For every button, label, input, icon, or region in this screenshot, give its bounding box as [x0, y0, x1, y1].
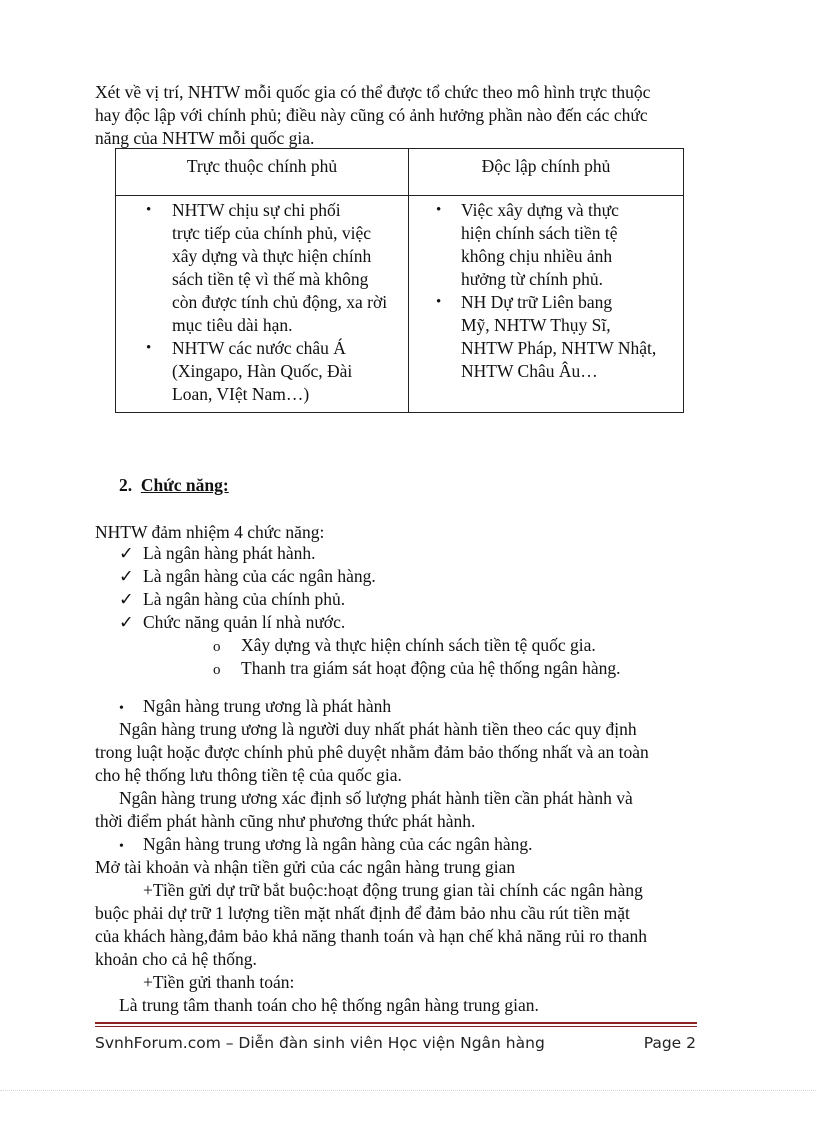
- list-item: [413, 291, 677, 383]
- list-item: [413, 199, 677, 291]
- table-cell-dependent: [116, 196, 409, 413]
- list-item-text: NHTW các nước châu Á (Xingapo, Hàn Quốc, Đài Loan, VIệt Nam…): [172, 338, 353, 404]
- paragraph-line: thời điểm phát hành cũng như phương thức phát hành.: [95, 811, 476, 831]
- bullet-icon: •: [119, 839, 124, 854]
- bullet-item-text: Ngân hàng trung ương là phát hành: [143, 696, 392, 716]
- page-edge-divider: [0, 1090, 816, 1091]
- bullet-icon: •: [436, 294, 442, 310]
- bullet-icon: •: [146, 202, 152, 218]
- paragraph-line: Ngân hàng trung ương xác định số lượng phát hành tiền cần phát hành và: [119, 788, 633, 808]
- check-icon: ✓: [119, 543, 134, 563]
- paragraph-line: khoản cho cả hệ thống.: [95, 949, 257, 969]
- bullet-icon: •: [119, 701, 124, 716]
- bullet-icon: •: [146, 340, 152, 356]
- check-icon: ✓: [119, 566, 134, 586]
- list-item-text: NH Dự trữ Liên bang Mỹ, NHTW Thụy Sĩ, NHTW Pháp, NHTW Nhật, NHTW Châu Âu…: [461, 292, 657, 381]
- footer-site-link[interactable]: SvnhForum.com – Diễn đàn sinh viên Học viện Ngân hàng: [95, 1034, 545, 1052]
- paragraph-line: +Tiền gửi thanh toán:: [143, 972, 295, 992]
- paragraph-line: của khách hàng,đảm bảo khả năng thanh toán và hạn chế khả năng rủi ro thanh: [95, 926, 648, 946]
- check-item-text: Là ngân hàng của các ngân hàng.: [143, 566, 376, 586]
- section-number: 2.: [119, 475, 133, 495]
- check-item: [119, 565, 376, 588]
- intro-line-2: hay độc lập với chính phủ; điều này cũng có ảnh hưởng phần nào đến các chức: [95, 105, 648, 125]
- check-icon: ✓: [119, 612, 134, 632]
- header-independent: Độc lập chính phủ: [481, 156, 611, 176]
- circle-bullet-icon: o: [213, 662, 221, 678]
- table-cell-independent: [409, 196, 684, 413]
- check-item-text: Chức năng quản lí nhà nước.: [143, 612, 346, 632]
- paragraph-line: trong luật hoặc được chính phủ phê duyệt nhằm đảm bảo thống nhất và an toàn: [95, 742, 649, 762]
- paragraph-line: +Tiền gửi dự trữ bắt buộc:hoạt động trung gian tài chính các ngân hàng: [143, 880, 643, 900]
- paragraph-line: cho hệ thống lưu thông tiền tệ của quốc gia.: [95, 765, 402, 785]
- footer-rule: [95, 1026, 697, 1027]
- bullet-item: [119, 833, 533, 858]
- check-item-text: Là ngân hàng của chính phủ.: [143, 589, 346, 609]
- check-icon: ✓: [119, 589, 134, 609]
- list-item: [120, 199, 402, 337]
- paragraph-line: Ngân hàng trung ương là người duy nhất phát hành tiền theo các quy định: [119, 719, 637, 739]
- table-header-cell: [409, 149, 684, 196]
- sub-item-text: Thanh tra giám sát hoạt động của hệ thống ngân hàng.: [241, 658, 621, 678]
- bullet-item-text: Ngân hàng trung ương là ngân hàng của các ngân hàng.: [143, 834, 533, 854]
- page-number: Page 2: [643, 1034, 696, 1052]
- comparison-table: [115, 148, 684, 413]
- intro-line-1: Xét về vị trí, NHTW mỗi quốc gia có thể được tổ chức theo mô hình trực thuộc: [95, 82, 651, 102]
- section-title: Chức năng:: [140, 475, 229, 495]
- bullet-item: [119, 695, 391, 720]
- functions-lead: NHTW đảm nhiệm 4 chức năng:: [95, 522, 325, 542]
- paragraph-line: Mở tài khoản và nhận tiền gửi của các ngân hàng trung gian: [95, 857, 516, 877]
- sub-item: [213, 657, 621, 682]
- bullet-icon: •: [436, 202, 442, 218]
- list-item: [120, 337, 402, 406]
- intro-line-3: năng của NHTW mỗi quốc gia.: [95, 128, 315, 148]
- table-header-row: [116, 149, 684, 196]
- list-item-text: Việc xây dựng và thực hiện chính sách tiền tệ không chịu nhiều ảnh hưởng từ chính phủ.: [461, 200, 619, 289]
- paragraph-line: buộc phải dự trữ 1 lượng tiền mặt nhất định để đảm bảo nhu cầu rút tiền mặt: [95, 903, 630, 923]
- paragraph-line: Là trung tâm thanh toán cho hệ thống ngân hàng trung gian.: [119, 995, 539, 1015]
- check-item-text: Là ngân hàng phát hành.: [143, 543, 316, 563]
- check-item: [119, 611, 345, 634]
- header-government-dependent: Trực thuộc chính phủ: [186, 156, 338, 176]
- check-item: [119, 542, 316, 565]
- sub-item-text: Xây dựng và thực hiện chính sách tiền tệ quốc gia.: [241, 635, 596, 655]
- section-heading: [119, 474, 229, 497]
- table-header-cell: [116, 149, 409, 196]
- check-item: [119, 588, 345, 611]
- list-item-text: NHTW chịu sự chi phối trực tiếp của chính phủ, việc xây dựng và thực hiện chính sách tiền tệ vì thế mà không còn được tính chủ động, xa rời mục tiêu dài hạn.: [172, 200, 388, 335]
- table-row: [116, 196, 684, 413]
- footer-rule: [95, 1022, 697, 1024]
- sub-item: [213, 634, 596, 659]
- circle-bullet-icon: o: [213, 639, 221, 655]
